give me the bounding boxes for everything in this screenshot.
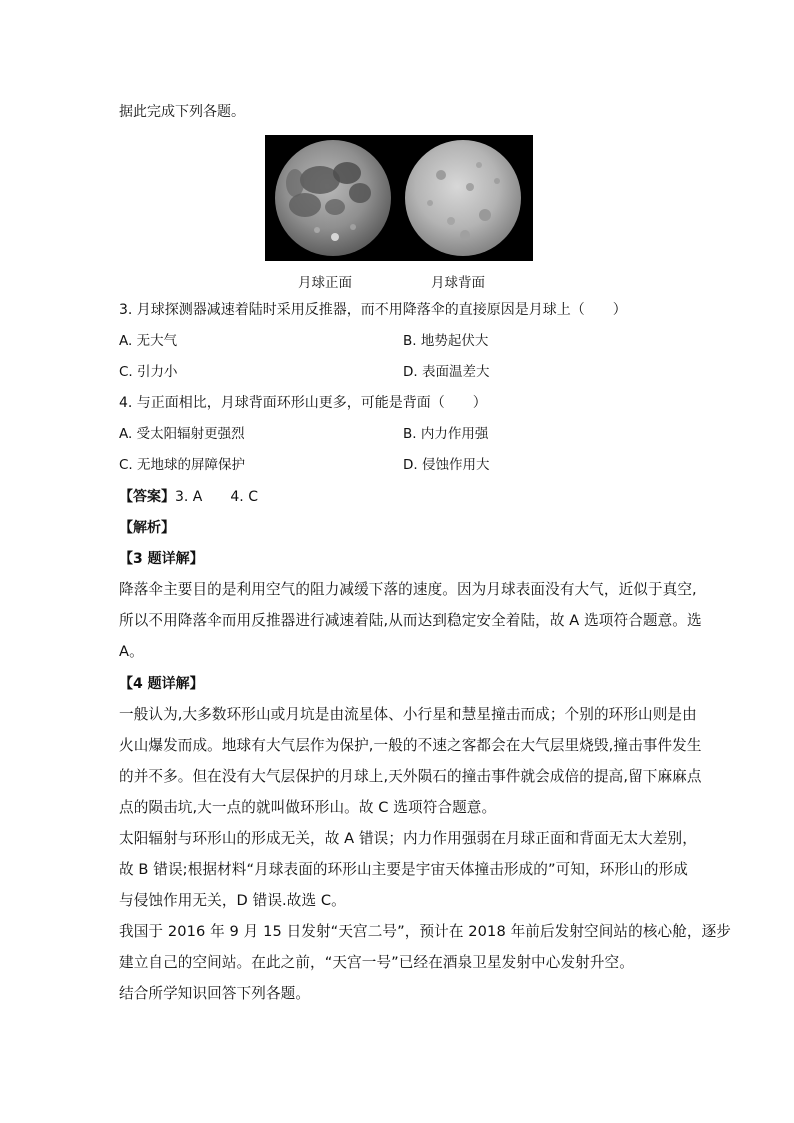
question-3-option-c: C. 引力小 bbox=[119, 364, 178, 380]
q3-detail-line-3: A。 bbox=[119, 643, 144, 660]
intro-text: 据此完成下列各题。 bbox=[119, 104, 245, 120]
question-4-option-c: C. 无地球的屏障保护 bbox=[119, 457, 246, 473]
next-material-line-2: 建立自己的空间站。在此之前，“天宫一号”已经在酒泉卫星发射中心发射升空。 bbox=[119, 954, 634, 971]
q4-detail-line-6: 故 B 错误;根据材料“月球表面的环形山主要是宇宙天体撞击形成的”可知，环形山的形成 bbox=[119, 861, 688, 878]
next-material-line-3: 结合所学知识回答下列各题。 bbox=[119, 985, 311, 1002]
question-3-option-d: D. 表面温差大 bbox=[403, 364, 490, 380]
q4-detail-line-4: 点的陨击坑,大一点的就叫做环形山。故 C 选项符合题意。 bbox=[119, 799, 497, 816]
q4-detail-label: 【4 题详解】 bbox=[119, 676, 204, 692]
q4-detail-line-1: 一般认为,大多数环形山或月坑是由流星体、小行星和慧星撞击而成；个别的环形山则是由 bbox=[119, 706, 697, 723]
q3-detail-label: 【3 题详解】 bbox=[119, 551, 204, 567]
moon-photo bbox=[265, 135, 533, 261]
q3-detail-line-2: 所以不用降落伞而用反推器进行减速着陆,从而达到稳定安全着陆，故 A 选项符合题意。选 bbox=[119, 612, 702, 629]
q3-detail-line-1: 降落伞主要目的是利用空气的阻力减缓下落的速度。因为月球表面没有大气，近似于真空, bbox=[119, 581, 697, 598]
q4-detail-line-7: 与侵蚀作用无关，D 错误.故选 C。 bbox=[119, 892, 346, 909]
q4-detail-line-3: 的并不多。但在没有大气层保护的月球上,天外陨石的撞击事件就会成倍的提高,留下麻麻点 bbox=[119, 768, 702, 785]
moon-figure bbox=[265, 135, 533, 261]
question-3-option-a: A. 无大气 bbox=[119, 333, 178, 349]
caption-moon-front: 月球正面 bbox=[298, 275, 352, 291]
question-3-stem: 3. 月球探测器减速着陆时采用反推器，而不用降落伞的直接原因是月球上（ ） bbox=[119, 302, 627, 318]
question-4-option-b: B. 内力作用强 bbox=[403, 426, 489, 442]
answer-label: 【答案】 bbox=[119, 489, 175, 505]
question-4-stem: 4. 与正面相比，月球背面环形山更多，可能是背面（ ） bbox=[119, 395, 487, 411]
caption-moon-back: 月球背面 bbox=[431, 275, 485, 291]
q4-detail-line-5: 太阳辐射与环形山的形成无关，故 A 错误；内力作用强弱在月球正面和背面无太大差别， bbox=[119, 830, 697, 847]
question-4-option-a: A. 受太阳辐射更强烈 bbox=[119, 426, 245, 442]
question-3-option-b: B. 地势起伏大 bbox=[403, 333, 489, 349]
answer-line bbox=[119, 487, 258, 507]
answer-value: 3. A 4. C bbox=[175, 489, 258, 505]
q4-detail-line-2: 火山爆发而成。地球有大气层作为保护,一般的不速之客都会在大气层里烧毁,撞击事件发生 bbox=[119, 737, 702, 754]
analysis-label: 【解析】 bbox=[119, 520, 175, 536]
question-4-option-d: D. 侵蚀作用大 bbox=[403, 457, 490, 473]
next-material-line-1: 我国于 2016 年 9 月 15 日发射“天宫二号”，预计在 2018 年前后发射空间站的核心舱，逐步 bbox=[119, 923, 731, 940]
